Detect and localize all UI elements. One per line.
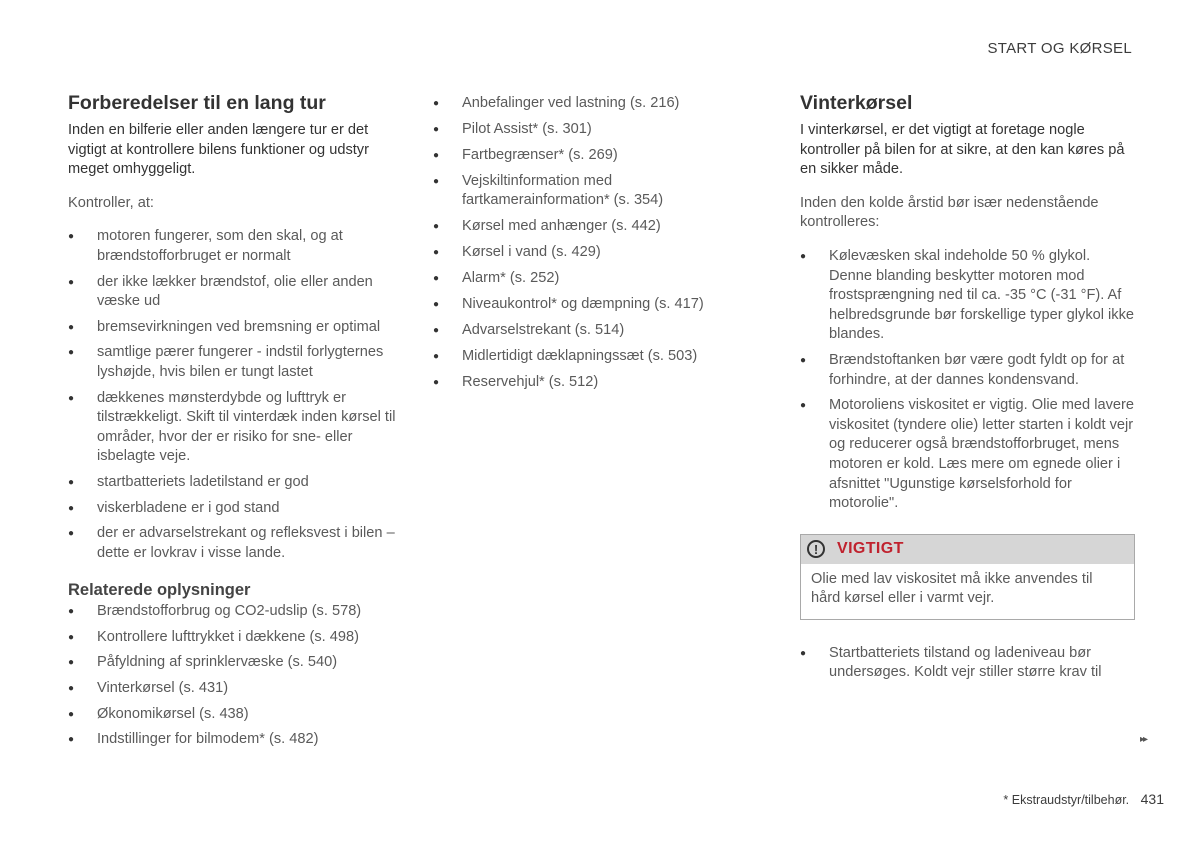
related-link[interactable]: ● Midlertidigt dæklapningssæt (s. 503): [433, 347, 763, 367]
checks-list: [68, 227, 403, 563]
winter-list: [800, 247, 1135, 514]
running-header: START OG KØRSEL: [987, 40, 1132, 57]
column-preparations: [68, 92, 403, 758]
related-heading: Relaterede oplysninger: [68, 581, 251, 600]
related-link[interactable]: ● Fartbegrænser* (s. 269): [433, 146, 763, 166]
related-link[interactable]: ● Anbefalinger ved lastning (s. 216): [433, 94, 763, 114]
related-link[interactable]: ● Kørsel med anhænger (s. 442): [433, 217, 763, 237]
list-item: ● der ikke lækker brændstof, olie eller anden væske ud: [68, 273, 403, 312]
section-heading-long-trip: Forberedelser til en lang tur: [68, 92, 326, 114]
list-item: ● Motoroliens viskositet er vigtig. Olie med lavere viskositet (tyndere olie) letter starten i koldt vejr og reducerer også brændstofforbruget, mens motoren er kold. Læs mere om egnede olier i afsnittet "Ugunstige kørselsforhold for motorolie".: [800, 396, 1135, 514]
related-link[interactable]: ● Niveaukontrol* og dæmpning (s. 417): [433, 295, 763, 315]
winter-paragraph: Inden den kolde årstid bør især nedenstående kontrolleres:: [800, 194, 1099, 231]
section-heading-winter: Vinterkørsel: [800, 92, 913, 114]
checks-intro: Kontroller, at:: [68, 194, 154, 211]
intro-paragraph: Inden en bilferie eller anden længere tur er det vigtigt at kontrollere bilens funktioner og udstyr meget omhyggeligt.: [68, 122, 369, 178]
related-link[interactable]: ● Vejskiltinformation med fartkamerainformation* (s. 354): [433, 172, 763, 211]
related-list-continued: [433, 94, 763, 392]
list-item: ● viskerbladene er i god stand: [68, 499, 403, 519]
list-item: ● startbatteriets ladetilstand er god: [68, 473, 403, 493]
notice-header: [801, 535, 1134, 564]
related-link[interactable]: ● Reservehjul* (s. 512): [433, 373, 763, 393]
related-link[interactable]: ● Pilot Assist* (s. 301): [433, 120, 763, 140]
continue-arrows-icon: ▸▸: [1139, 734, 1146, 745]
exclamation-icon: !: [807, 540, 825, 558]
winter-list-continued: [800, 644, 1135, 683]
important-notice-box: [800, 534, 1135, 620]
list-item: ● bremsevirkningen ved bremsning er optimal: [68, 318, 403, 338]
notice-text: Olie med lav viskositet må ikke anvendes til hård kørsel eller i varmt vejr.: [811, 570, 1093, 607]
related-link[interactable]: ● Vinterkørsel (s. 431): [68, 679, 403, 699]
related-link[interactable]: ● Indstillinger for bilmodem* (s. 482): [68, 730, 403, 750]
list-item: ● motoren fungerer, som den skal, og at brændstofforbruget er normalt: [68, 227, 403, 266]
page-footer: [1003, 791, 1164, 807]
notice-title: VIGTIGT: [837, 540, 904, 558]
related-list: [68, 602, 403, 750]
list-item: ● Brændstoftanken bør være godt fyldt op for at forhindre, at der dannes kondensvand.: [800, 351, 1135, 390]
related-link[interactable]: ● Alarm* (s. 252): [433, 269, 763, 289]
list-item: ● Kølevæsken skal indeholde 50 % glykol. Denne blanding beskytter motoren mod frostsprængning ned til ca. -35 °C (-31 °F). Af helbredsgrunde bør forskellige typer glykol ikke blandes.: [800, 247, 1135, 345]
winter-intro: I vinterkørsel, er det vigtigt at foretage nogle kontroller på bilen for at sikre, at den kan køres på en sikker måde.: [800, 122, 1125, 178]
column-winter-driving: [800, 92, 1135, 691]
list-item: ● dækkenes mønsterdybde og lufttryk er tilstrækkeligt. Skift til vinterdæk inden kørsel til områder, hvor der er risiko for sne- eller isbelagte veje.: [68, 389, 403, 467]
related-link[interactable]: ● Brændstofforbrug og CO2-udslip (s. 578): [68, 602, 403, 622]
page-number: 431: [1140, 791, 1164, 807]
footnote: * Ekstraudstyr/tilbehør.: [1003, 793, 1130, 807]
related-link[interactable]: ● Kontrollere lufttrykket i dækkene (s. 498): [68, 628, 403, 648]
list-item: ● samtlige pærer fungerer - indstil forlygternes lyshøjde, hvis bilen er tungt lastet: [68, 343, 403, 382]
related-link[interactable]: ● Økonomikørsel (s. 438): [68, 705, 403, 725]
related-link[interactable]: ● Påfyldning af sprinklervæske (s. 540): [68, 653, 403, 673]
list-item: ● Startbatteriets tilstand og ladeniveau bør undersøges. Koldt vejr stiller større krav til: [800, 644, 1135, 683]
list-item: ● der er advarselstrekant og refleksvest i bilen – dette er lovkrav i visse lande.: [68, 524, 403, 563]
related-link[interactable]: ● Advarselstrekant (s. 514): [433, 321, 763, 341]
column-related-continued: [433, 94, 763, 400]
related-link[interactable]: ● Kørsel i vand (s. 429): [433, 243, 763, 263]
